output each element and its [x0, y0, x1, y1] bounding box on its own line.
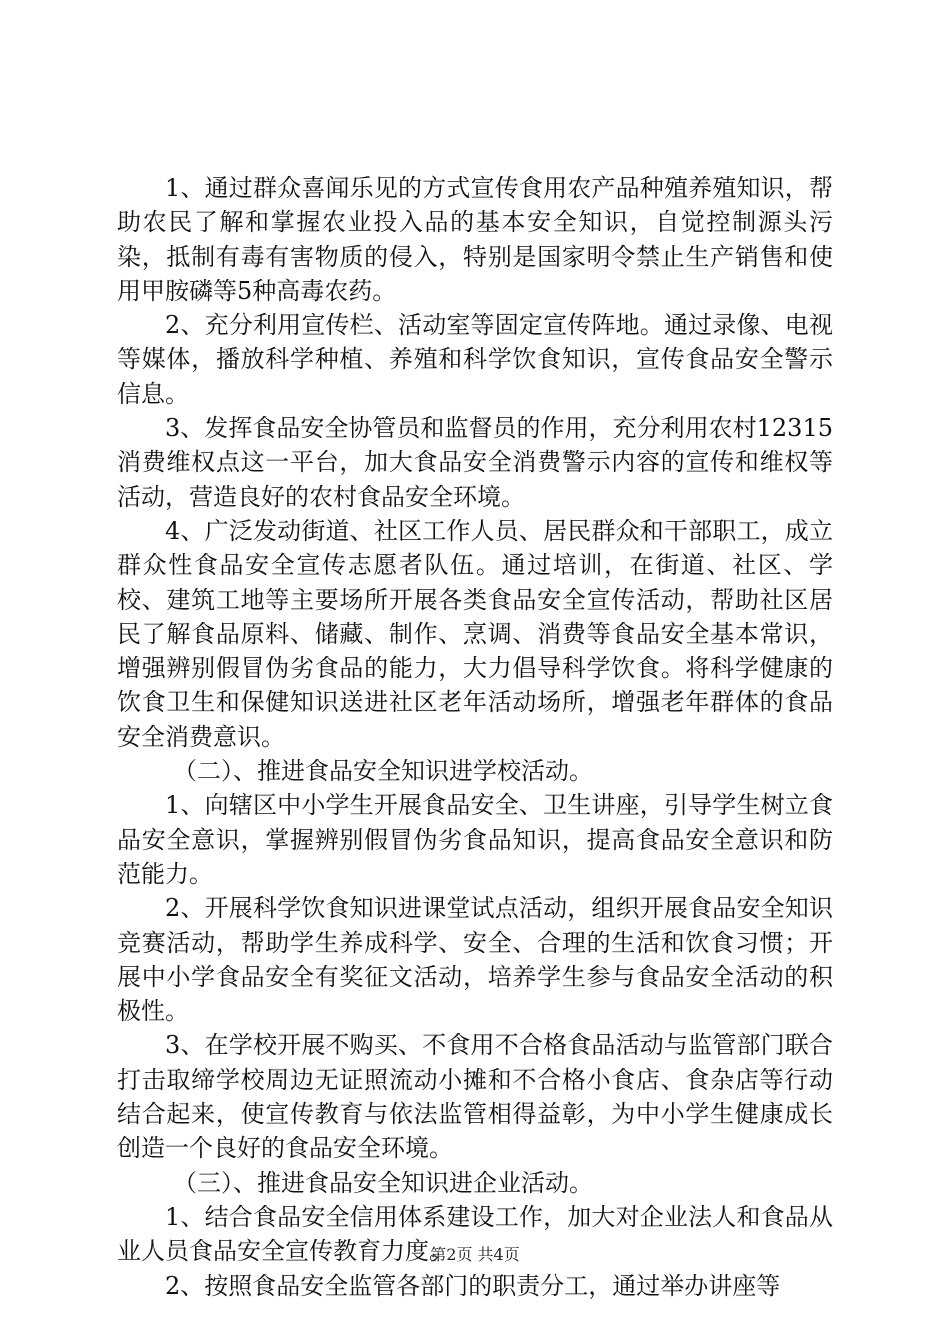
page-footer: 第2页 共4页 [430, 1245, 520, 1264]
paragraph-school-1: 1、向辖区中小学生开展食品安全、卫生讲座，引导学生树立食品安全意识，掌握辨别假冒伪劣食品知识，提高食品安全意识和防范能力。 [117, 791, 833, 888]
paragraph-2: 2、充分利用宣传栏、活动室等固定宣传阵地。通过录像、电视等媒体，播放科学种植、养殖和科学饮食知识，宣传食品安全警示信息。 [117, 311, 833, 408]
section-heading-enterprise: （三）、推进食品安全知识进企业活动。 [173, 1168, 593, 1197]
paragraph-1: 1、通过群众喜闻乐见的方式宣传食用农产品种殖养殖知识，帮助农民了解和掌握农业投入品的基本安全知识，自觉控制源头污染，抵制有毒有害物质的侵入，特别是国家明令禁止生产销售和使用甲胺磷等5种高毒农药。 [117, 174, 833, 305]
paragraph-4: 4、广泛发动街道、社区工作人员、居民群众和干部职工，成立群众性食品安全宣传志愿者队伍。通过培训，在街道、社区、学校、建筑工地等主要场所开展各类食品安全宣传活动，帮助社区居民了解食品原料、储藏、制作、烹调、消费等食品安全基本常识，增强辨别假冒伪劣食品的能力，大力倡导科学饮食。将科学健康的饮食卫生和保健知识送进社区老年活动场所，增强老年群体的食品安全消费意识。 [117, 516, 833, 751]
paragraph-school-2: 2、开展科学饮食知识进课堂试点活动，组织开展食品安全知识竞赛活动，帮助学生养成科学、安全、合理的生活和饮食习惯；开展中小学食品安全有奖征文活动，培养学生参与食品安全活动的积极性。 [117, 894, 833, 1026]
paragraph-school-3: 3、在学校开展不购买、不食用不合格食品活动与监管部门联合打击取缔学校周边无证照流动小摊和不合格小食店、食杂店等行动结合起来，使宣传教育与依法监管相得益彰，为中小学生健康成长创造一个良好的食品安全环境。 [117, 1031, 833, 1163]
paragraph-3: 3、发挥食品安全协管员和监督员的作用，充分利用农村12315消费维权点这一平台，加大食品安全消费警示内容的宣传和维权等活动，营造良好的农村食品安全环境。 [117, 414, 833, 511]
document-body [117, 171, 833, 1303]
paragraph-enterprise-1: 1、结合食品安全信用体系建设工作，加大对企业法人和食品从业人员食品安全宣传教育力度。 [117, 1202, 833, 1266]
section-heading-school: （二）、推进食品安全知识进学校活动。 [173, 757, 593, 786]
paragraph-enterprise-2: 2、按照食品安全监管各部门的职责分工，通过举办讲座等 [165, 1271, 781, 1300]
